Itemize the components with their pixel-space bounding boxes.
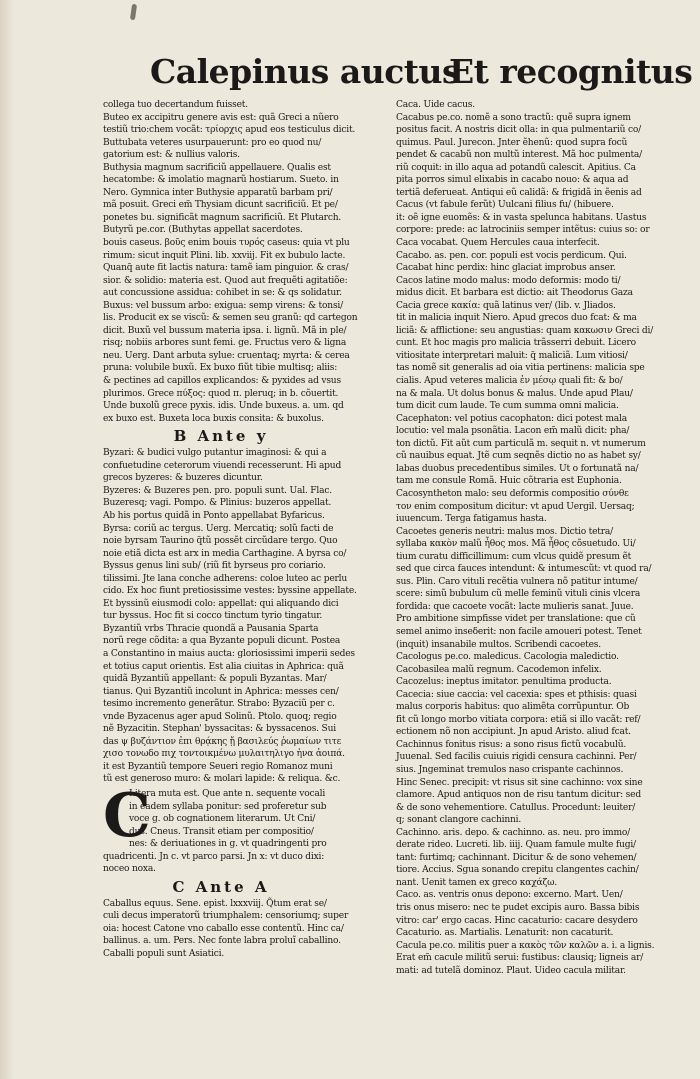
left-text-block-a: [103, 99, 358, 425]
text-line: labas duobus precedentibus similes. Ut o fortunatã na/: [396, 463, 639, 474]
text-line: Caca vocabat. Quem Hercules caua interfecit.: [396, 238, 600, 249]
text-line: & pectines ad capillos explicandos: & pyxides ad vsus: [103, 376, 341, 387]
section-heading-b-ante-y: B Ante y: [173, 427, 269, 446]
text-line: Caca. Uide cacus.: [396, 100, 475, 110]
text-line: noie etiã dicta est arx in media Carthagine. A byrsa co/: [103, 548, 347, 559]
text-line: tianus. Qui Byzantiũ incolunt in Aphrica: messes cen/: [103, 686, 339, 697]
text-line: das ψ βυζάντιον ἐπι θρᾴκης ᾔ βασιλεύς ῥωμαίων τιτε: [103, 736, 342, 747]
text-line: Buttubata veteres usurpauerunt: pro eo quod nu/: [103, 137, 322, 148]
text-line: tit in malicia inquit Niero. Apud grecos duo fcat: & ma: [396, 313, 637, 324]
text-line: Cacobasilea malũ regnum. Cacodemon infelix.: [396, 664, 602, 675]
text-line: tas nomẽ sit generalis ad oia vitia pertinens: malicia spe: [396, 363, 645, 374]
text-line: liciã: & afflictione: seu angustias: quam κακωσιν Greci di/: [396, 325, 654, 336]
text-line: Caballus equus. Sene. epist. lxxxviij. Q̃tum erat se/: [103, 898, 327, 909]
text-line: nẽ Byzacitin. Stephan' byssacitas: & byssacenos. Sui: [103, 724, 336, 735]
text-line: q; sonant clangore cachinni.: [396, 815, 522, 826]
text-line: in eadem syllaba ponitur: sed proferetur sub: [129, 801, 327, 812]
text-line: collega tuo decertandum fuisset.: [103, 100, 248, 110]
text-line: quadricenti. Jn c. vt parco parsi. Jn x: vt duco dixi:: [103, 851, 325, 862]
text-line: plurimos. Grece πύξος: quod π. pleruq; in b. cõuertit.: [103, 388, 339, 399]
text-line: mã posuit. Greci em̃ Thysiam dicunt sacrificiũ. Et pe/: [103, 200, 338, 211]
text-line: χισο τονωδο πιχ τοντοικμένω μυλαιτηλιγο ἡνα ἀοιπά.: [103, 749, 345, 760]
text-line: Cacozelus: ineptus imitator. penultima producta.: [396, 677, 612, 688]
text-line: tilissimi. Jte lana conche adherens: coloe luteo ac perlu: [103, 573, 348, 584]
text-line: Cacus (vt fabule ferũt) Uulcani filius fu/ (hibuere.: [396, 200, 614, 211]
text-line: Cachinnus fonitus risus: a sono risus fictũ vocabulũ.: [396, 739, 627, 750]
text-line: quidã Byzantiũ appellant: & populi Byzantas. Mar/: [103, 674, 327, 685]
text-line: grecos byzeres: & buzeres dicuntur.: [103, 473, 263, 484]
text-line: Cacos latine modo malus: modo deformis: modo ti/: [396, 275, 621, 286]
text-line: tum dicit cum laude. Te cum summa omni malicia.: [396, 401, 619, 412]
text-line: quimus. Paul. Jurecon. Jnter ẽhenũ: quod supra focũ: [396, 137, 628, 148]
text-line: tant: furtimq; cachinnant. Dicitur & de sono vehemen/: [396, 852, 637, 863]
text-line: vnde Byzacenus ager apud Solinũ. Ptolo. quoq; regio: [103, 711, 337, 722]
text-line: voce g. ob cognationem literarum. Ut Cni/: [129, 814, 316, 825]
text-line: ballinus. a. um. Pers. Nec fonte labra proluĩ caballino.: [103, 936, 341, 947]
text-line: Cacaturio. as. Martialis. Lenaturit: non cacaturit.: [396, 928, 614, 939]
text-line: tũ est generoso muro: & molari lapide: & reliqua. &c.: [103, 774, 341, 785]
text-line: syllaba κακὸν malũ ἦθος mos. Mã ἦθος cõsuetudo. Ui/: [396, 539, 636, 550]
text-line: it: oẽ igne euomẽs: & in vasta spelunca habitans. Uastus: [396, 212, 647, 223]
text-line: ex buxo est. Buxeta loca buxis consita: & buxolus.: [103, 413, 324, 424]
text-line: aut concussione assidua: cohibet in se: & qs solidatur.: [103, 288, 342, 299]
text-line: vitiositate interpretari maluit: q̃ maliciã. Lum vitiosi/: [396, 350, 628, 361]
text-line: Buthysia magnum sacrificiũ appellauere. Qualis est: [103, 162, 331, 173]
text-line: noceo noxa.: [103, 864, 156, 875]
decorated-initial-c: C: [103, 780, 151, 851]
text-line: Cacabat hinc perdix: hinc glaciat improbus anser.: [396, 263, 616, 274]
text-line: Pro ambitione simpfisse videt per translatione: que cũ: [396, 614, 636, 625]
text-line: ectionem nõ non accipiunt. Jn apud Aristo. aliud fcat.: [396, 727, 631, 738]
text-line: Caballi populi sunt Asiatici.: [103, 949, 225, 959]
text-line: Cacoetes generis neutri: malus mos. Dictio tetra/: [396, 526, 613, 537]
text-line: et totius caput orientis. Est alia ciuitas in Aphrica: quã: [103, 661, 344, 672]
text-line: locutio: vel mala psonãtia. Lacon em̃ malũ dicit: pha/: [396, 426, 630, 437]
text-line: Juuenal. Sed facilis cuiuis rigidi censura cachinni. Per/: [396, 752, 637, 763]
right-column: [396, 99, 655, 977]
text-line: nant. Uenit tamen ex greco καχάζω.: [396, 877, 558, 888]
text-line: ponetes bu. significãt magnum sacrificiũ. Et Plutarch.: [103, 212, 342, 223]
text-line: cido. Ex hoc fiunt pretiosissime vestes: byssine appellate.: [103, 586, 357, 597]
text-line: tam me consule Romã. Huic cõtraria est Euphonia.: [396, 476, 622, 487]
text-line: pruna: volubile buxũ. Ex buxo fiũt tibie multisq; aliis:: [103, 363, 338, 374]
text-line: sed que circa fauces intendunt: & intumescũt: vt quod ra/: [396, 564, 652, 575]
text-line: semel animo inseδerit: non facile amoueri potest. Tenet: [396, 626, 642, 637]
text-line: it est Byzantiũ tempore Seueri regio Romanoz muni: [103, 761, 333, 772]
text-line: Cacula pe.co. militis puer a κακὸς τῶν καλῶν a. i. a lignis.: [396, 940, 655, 951]
text-line: fordida: que cacoete vocãt: lacte mulieris sanat. Juue.: [396, 601, 634, 612]
text-line: testiũ trio:chem vocãt: τρίορχις apud eos testiculus dicit.: [103, 125, 356, 136]
text-line: Erat em̃ cacule militũ serui: fustibus: clausiq; ligneis ar/: [396, 953, 644, 964]
text-line: ton dictũ. Fit aũt cum particulã m. sequit n. vt numerum: [396, 438, 646, 449]
text-line: midus dicit. Et barbara est dictio: ait Theodorus Gaza: [396, 288, 633, 299]
text-line: noie byrsam Taurino q̃tũ possẽt circũdare tergo. Quo: [103, 536, 338, 547]
text-line: Byzantiũ vrbs Thracie quondã a Pausania Sparta: [103, 623, 319, 634]
text-line: sior. & solidio: materia est. Quod aut frequẽti agitatiõe:: [103, 275, 348, 286]
text-line: Buxus: vel bussum arbo: exigua: semp virens: & tonsi/: [103, 300, 343, 311]
text-line: positus facit. A nostris dicit olla: in qua pulmentariũ co/: [396, 125, 642, 136]
text-line: iuuencum. Terga fatigamus hasta.: [396, 514, 547, 525]
text-line: Cacabo. as. pen. cor. populi est vocis perdicum. Qui.: [396, 250, 627, 261]
text-line: Byzari: & budici vulgo putantur imaginosi: & qui a: [103, 448, 327, 459]
text-line: Byssus genus lini sub/ (riũ fit byrseus pro coriario.: [103, 561, 326, 572]
text-line: sius. Jngeminat tremulos naso crispante cachinnos.: [396, 764, 624, 775]
text-line: Litera muta est. Que ante n. sequente vocali: [129, 788, 326, 799]
text-line: tertiã deferueat. Antiqui eũ calidã: & frigidã in ẽenis ad: [396, 187, 642, 198]
right-text-block: [396, 99, 655, 977]
text-line: Buteo ex accipitru genere avis est: quã Greci a nũero: [103, 112, 339, 123]
text-line: culi decus imperatorũ triumphalem: censoriumq; super: [103, 911, 349, 922]
text-line: dus. Cneus. Transit etiam per compositio/: [129, 826, 314, 837]
text-line: Hinc Senec. precipit: vt risus sit sine cachinno: vox sine: [396, 777, 643, 788]
text-line: riũ coquit: in illo aqua ad potandũ calescit. Apitius. Ca: [396, 162, 636, 173]
text-line: cunt. Et hoc magis pro malicia trãsserri debuit. Licero: [396, 338, 636, 349]
text-line: Cacecia: siue caccia: vel cacexia: spes et pthisis: quasi: [396, 689, 637, 700]
text-line: gatorium est: & nullius valoris.: [103, 150, 240, 161]
text-line: dicit. Buxũ vel bussum materia ipsa. i. lignũ. Mã in ple/: [103, 325, 347, 336]
text-line: pendet & cacabũ non multũ interest. Mã hoc pulmenta/: [396, 150, 643, 161]
text-line: tiore. Accius. Sgua sonando crepitu clangentes cachin/: [396, 865, 639, 876]
text-line: lis. Producit ex se viscũ: & semen seu granũ: qd cartegon: [103, 313, 358, 324]
text-line: Cacia grece κακία: quã latinus ver/ (lib. v. Jliados.: [396, 300, 616, 311]
text-line: fit cũ longo morbo vitiata corpora: etiã si illo vacãt: ref/: [396, 714, 641, 725]
text-line: Buzeresq; vagi. Pompo. & Plinius: buzeros appellat.: [103, 498, 332, 509]
left-text-block-b: [103, 447, 357, 786]
text-line: hecatombe: & imolatio magnarũ hostiarum. Sueto. in: [103, 175, 339, 186]
text-line: risq; nobiis arbores sunt femi. ge. Fructus vero & ligna: [103, 338, 347, 349]
left-column: [103, 99, 358, 961]
text-line: norũ rege cõdita: a qua Byzante populi dicunt. Postea: [103, 636, 341, 647]
text-line: Byrsa: coriũ ac tergus. Uerg. Mercatiq; solũ facti de: [103, 523, 334, 534]
text-line: derate rideo. Lucreti. lib. iiij. Quam famule multe fugi/: [396, 840, 636, 851]
text-line: malus corporis habitus: quo alimẽta corrũpuntur. Ob: [396, 702, 630, 713]
left-text-block-c: [103, 898, 349, 961]
text-line: Cacologus pe.co. maledicus. Cacologia maledictio.: [396, 652, 619, 663]
text-line: Butyrũ pe.cor. (Buthytas appellat sacerdotes.: [103, 225, 303, 236]
text-line: Cachinno. aris. depo. & cachinno. as. neu. pro immo/: [396, 827, 631, 838]
text-line: (inquit) insanabile multos. Scribendi cacoetes.: [396, 639, 601, 650]
running-head-left: Calepinus auctus: [150, 52, 461, 91]
text-line: corpore: prede: ac latrociniis semper intẽtus: cuius so: or: [396, 225, 650, 236]
text-line: neu. Uerg. Dant arbuta sylue: cruentaq; myrta: & cerea: [103, 350, 350, 361]
text-line: nes: & deriuationes in g. vt quadringenti pro: [129, 839, 327, 850]
initial-letter-paragraph: [103, 780, 339, 876]
text-line: clamore. Apud antiquos non de risu tantum dicitur: sed: [396, 790, 641, 801]
text-line: a Constantino in maius aucta: gloriosissimi imperii sedes: [103, 648, 355, 659]
text-line: sus. Plin. Caro vituli recẽtia vulnera nõ patitur intume/: [396, 576, 638, 587]
text-line: bouis caseus. βοῦς enim bouis τυρός caseus: quia vt plu: [103, 238, 350, 249]
text-line: & de sono vehementiore. Catullus. Procedunt: leuiter/: [396, 802, 636, 813]
text-line: vitro: car' ergo cacas. Hinc cacaturio: cacare desydero: [396, 915, 638, 926]
text-line: Et byssinũ eiusmodi colo: appellat: qui aliquando dici: [103, 598, 339, 609]
text-line: Cacabus pe.co. nomẽ a sono tractũ: quẽ supra ignem: [396, 112, 631, 123]
text-line: confuetudine ceterorum viuendi recesserunt. Hi apud: [103, 460, 342, 471]
text-line: rimum: sicut inquit Plini. lib. xxviij. Fit ex bubulo lacte.: [103, 250, 346, 261]
text-line: Nero. Gymnica inter Buthysie apparatũ barbam pri/: [103, 187, 333, 198]
text-line: pita porros simul elixabis in cacabo nouo: & aqua ad: [396, 175, 629, 186]
section-heading-c-ante-a: C Ante A: [172, 877, 270, 896]
text-line: na & mala. Ut dolus bonus & malus. Unde apud Plau/: [396, 388, 633, 399]
text-line: tur byssus. Hoc fit si cocco tinctum tyrio tingatur.: [103, 611, 323, 622]
text-line: scere: simũ bubulum cũ melle feminũ vituli cinis vlcera: [396, 589, 641, 600]
text-line: Caco. as. ventris onus depono: excerno. Mart. Uen/: [396, 890, 623, 901]
text-line: cialis. Apud veteres malicia ἐν μέσῳ quali fit: & bo/: [396, 376, 623, 387]
text-line: Cacosyntheton malo: seu deformis compositio σύνθε: [396, 488, 629, 499]
text-line: τον enim compositum dicitur: vt apud Uergil. Uersaq;: [396, 501, 635, 512]
ink-mark: [130, 4, 137, 21]
text-line: tesimo incremento generãtur. Strabo: Byzaciũ per c.: [103, 699, 335, 710]
text-line: Cacephaton: vel potius cacophaton: dici potest mala: [396, 413, 627, 424]
text-line: tium curatu difficillimum: cum vlcus quidẽ presum ẽt: [396, 551, 632, 562]
text-line: mati: ad tutelã dominoz. Plaut. Uideo cacula militar.: [396, 965, 626, 976]
text-line: tris onus misero: nec te pudet excipis auro. Bassa bibis: [396, 903, 640, 913]
text-line: oia: hocest Catone vno caballo esse contentũ. Hinc ca/: [103, 923, 344, 934]
running-head-right: Et recognitus: [449, 52, 693, 91]
text-line: Quanq̃ aute fit lactis natura: tamẽ iam pinguior. & cras/: [103, 263, 349, 274]
text-line: cũ nauibus equat. Jtẽ cum seqnẽs dictio no as habet sy/: [396, 451, 641, 462]
text-line: Unde buxolũ grece pyxis. idis. Unde buxeus. a. um. qd: [103, 401, 344, 412]
text-line: Byzeres: & Buzeres pen. pro. populi sunt. Ual. Flac.: [103, 485, 332, 496]
text-line: Ab his portus quidã in Ponto appellabat Byfaricus.: [103, 510, 325, 521]
